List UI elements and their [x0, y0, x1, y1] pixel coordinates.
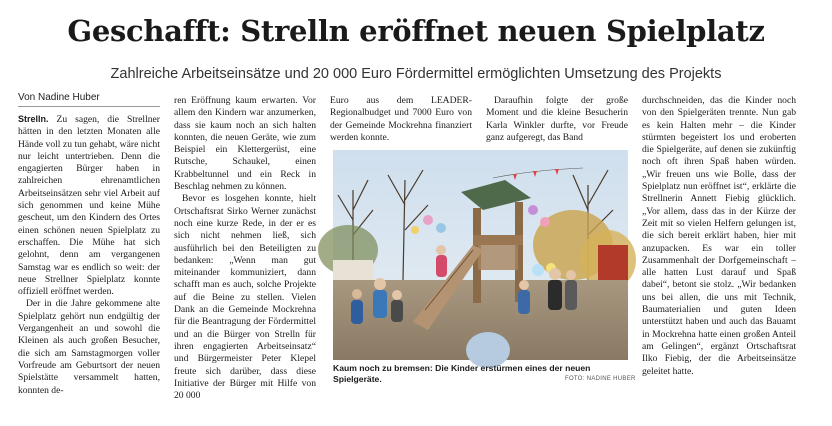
headline: Geschafft: Strelln eröffnet neuen Spielplatz — [67, 14, 765, 48]
photo-credit: FOTO: NADINE HUBER — [565, 376, 636, 382]
photo-caption: Kaum noch zu bremsen: Die Kinder erstürmen eines der neuen Spielgeräte. — [333, 363, 591, 384]
byline: Von Nadine Huber — [18, 92, 100, 103]
article-column-4 — [486, 95, 628, 145]
paragraph-5: Euro aus dem LEADER-Regionalbudget und 7000 Euro von der Gemeinde Mockrehna finanziert werden konnte. — [330, 95, 472, 143]
subheadline: Zahlreiche Arbeitseinsätze und 20 000 Euro Fördermittel ermöglichten Umsetzung des Projekts — [110, 66, 722, 82]
byline-divider — [18, 106, 160, 107]
paragraph-1 — [18, 113, 160, 298]
paragraph-3: ren Eröffnung kaum erwarten. Vor allem den Kindern war anzumerken, dass sie kaum noch an sich halten konnten, die neuen Geräte, wie zum Beispiel ein Klettergerüst, eine Rutsche, Schaukel, einen Krabbeltunnel und ein Reck in Beschlag nehmen zu können. — [174, 95, 316, 193]
paragraph-4: Bevor es losgehen konnte, hielt Ortschaftsrat Sirko Werner zunächst noch eine kurze Rede, in der er es sich nicht nehmen ließ, sich ausführlich bei den Beteiligten zu bedanken: „Wenn man gut miteinander kommuniziert, dann schafft man es auch, solche Projekte auf die Beine zu stellen. Vielen Dank an die Gemeinde Mockrehna für die Beantragung der Fördermittel und an die Bürger von Strelln für ihren engagierten Arbeitseinsatz“ und Bürgermeister Peter Klepel freute sich darüber, dass diese Initiative der Bürger mit Hilfe von 20 000 — [174, 193, 316, 402]
paragraph-1-text: Zu sagen, die Strellner hätten in den letzten Monaten alle Hände voll zu tun gehabt, wäre nicht nur leicht untertrieben. Denn die engagierten Bürger haben in zahlreichen ehrenamtlichen Arbeitseinsätzen sehr viel Arbeit auf sich genommen und keine Mühe gescheut, um den Kindern des Ortes einen schönen neuen Spielplatz zu erschaffen. Die Mühe hat sich gelohnt, denn am vergangenen Samstag war es endlich so weit: der neue Strellner Spielplatz konnte offiziell eröffnet werden. — [18, 114, 160, 298]
article-column-2 — [174, 95, 316, 402]
article-column-3 — [330, 95, 472, 145]
dateline: Strelln. — [18, 114, 49, 124]
article-column-5 — [642, 95, 796, 393]
playground-photo — [333, 150, 628, 360]
paragraph-2: Der in die Jahre gekommene alte Spielplatz gehört nun endgültig der Vergangenheit an und sowohl die Kleinen als auch großen Besucher, die sich am Samstagmorgen voller Vorfreude am Geburtsort der neuen Spielstätte versammelt hatten, konnten de- — [18, 298, 160, 396]
paragraph-7: durchschneiden, das die Kinder noch von den Spielgeräten trennte. Nun gab es kein Halten mehr – die Kinder stürmten begeistert los und eroberten die Spielgeräte, auf denen sie zukünftig noch oft ihren Spaß haben würden. „Wir freuen uns wie Bolle, dass der Spielplatz nun eröffnet ist“, erklärte die Strellnerin Annett Fiebig glücklich. „Vor allem, dass das in der Kürze der Zeit mit so vielen Helfern gelungen ist, die sich bereit erklärt haben, hier mit anzupacken. Es war ein toller Zusammenhalt der Dorfgemeinschaft – alle hatten Lust darauf und Spaß dabei“, betont sie stolz. „Wir bedanken uns bei allen, die uns mit Technik, Baumaterialien und guten Ideen unterstützt haben und auch das Bauamt in Mockrehna hatte einen großen Anteil am Gelingen“, ergänzt Ortschaftsrat Ilko Fiebig, der die Arbeitseinsätze geleitet hatte. — [642, 95, 796, 377]
paragraph-6: Daraufhin folgte der große Moment und die kleine Besucherin Karla Winkler durfte, vor Freude ganz aufgeregt, das Band — [486, 95, 628, 143]
article-column-1 — [18, 113, 160, 396]
